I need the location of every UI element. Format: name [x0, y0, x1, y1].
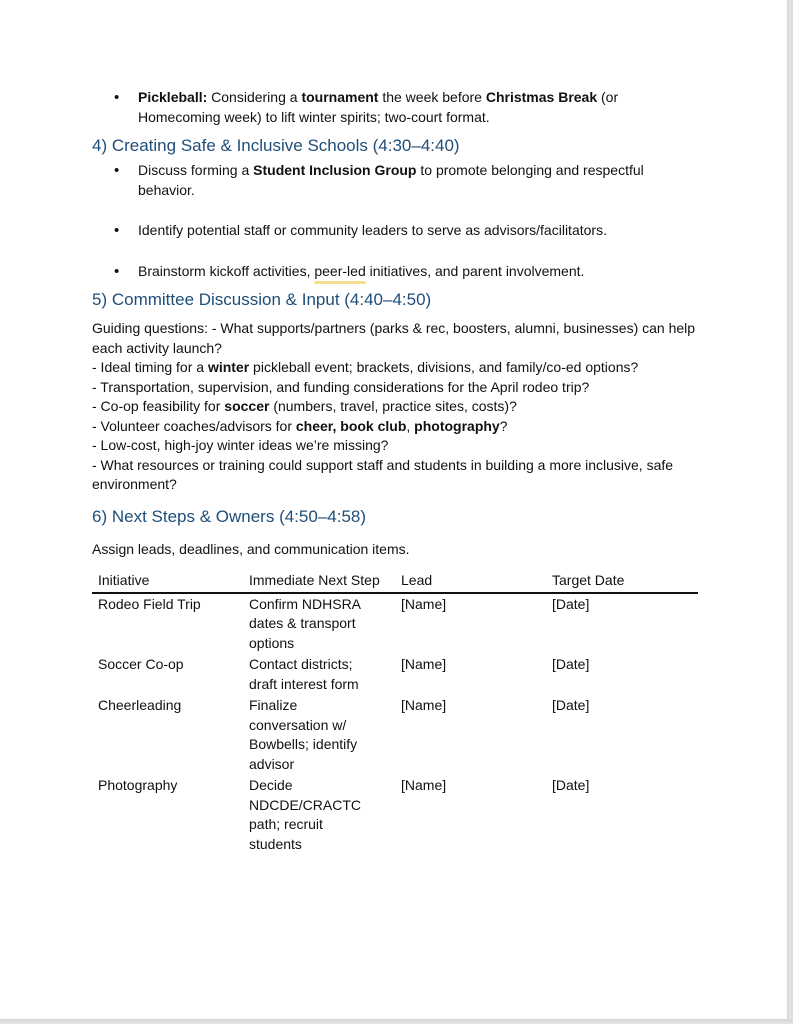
bold-text: Student Inclusion Group [253, 162, 417, 178]
text: - Volunteer coaches/advisors for [92, 417, 296, 434]
question-6: - Low-cost, high-joy winter ideas we’re missing? [92, 437, 389, 453]
cell-lead: [Name] [401, 697, 447, 713]
section-4-heading: 4) Creating Safe & Inclusive Schools (4:30–4:40) [92, 136, 460, 155]
cell-next-step: Decide NDCDE/CRACTC path; recruit students [249, 777, 361, 852]
page-edge-bottom [0, 1019, 793, 1024]
question-7: - What resources or training could support staff and students in building a more inclusive, safe environment? [92, 456, 674, 492]
bold-text: tournament [301, 89, 379, 105]
header-lead: Lead [401, 572, 433, 588]
cell-target-date: [Date] [552, 595, 590, 612]
cell-next-step: Finalize conversation w/ Bowbells; identify advisor [249, 697, 358, 772]
next-steps-table [92, 571, 698, 855]
text: - Co-op feasibility for [92, 398, 225, 414]
section-5-heading: 5) Committee Discussion & Input (4:40–4:50) [92, 290, 432, 309]
cell-next-step: Contact districts; draft interest form [249, 656, 359, 692]
question-1: Guiding questions: - What supports/partners (parks & rec, boosters, alumni, businesses) can help each activity launch? [92, 320, 696, 356]
bold-text: soccer [224, 398, 270, 414]
text: ? [499, 417, 508, 434]
bold-text: winter [207, 359, 250, 375]
cell-initiative: Rodeo Field Trip [98, 595, 201, 612]
text: to promote belonging and respectful behavior. [138, 162, 644, 198]
cell-lead: [Name] [401, 595, 447, 612]
pickleball-list [92, 88, 698, 127]
table-row [92, 775, 698, 855]
text: - Ideal timing for a [92, 359, 208, 375]
guiding-questions [92, 319, 698, 495]
document-body [92, 88, 698, 855]
question-4 [92, 397, 698, 417]
table-row [92, 695, 698, 775]
bullet-brainstorm [92, 262, 698, 282]
bold-text: book club [340, 417, 407, 434]
bold-text: cheer [295, 417, 333, 434]
section-6-heading: 6) Next Steps & Owners (4:50–4:58) [92, 506, 367, 526]
bullet-identify-leaders: • Identify potential staff or community leaders to serve as advisors/facilitators. [92, 221, 698, 241]
text: Brainstorm kickoff activities, [138, 262, 315, 279]
cell-lead: [Name] [401, 656, 447, 672]
cell-lead: [Name] [401, 777, 447, 793]
cell-initiative: Soccer Co-op [98, 656, 184, 672]
bullet-inclusion-group [92, 161, 698, 200]
header-next-step: Immediate Next Step [249, 572, 380, 588]
cell-initiative: Photography [98, 777, 178, 793]
cell-target-date: [Date] [552, 697, 590, 713]
table-header-row [92, 571, 698, 593]
table-row [92, 654, 698, 695]
table-row [92, 593, 698, 655]
text: (numbers, travel, practice sites, costs)? [269, 398, 517, 414]
text: Considering a [207, 89, 302, 105]
page-edge-right [787, 0, 793, 1024]
cell-target-date: [Date] [552, 777, 590, 793]
header-initiative: Initiative [98, 572, 150, 588]
text: the week before [378, 89, 486, 105]
question-3: - Transportation, supervision, and funding considerations for the April rodeo trip? [92, 378, 590, 395]
bullet-pickleball [92, 88, 698, 127]
cell-initiative: Cheerleading [98, 697, 182, 713]
text: initiatives, and parent involvement. [365, 262, 585, 279]
cell-next-step: Confirm NDHSRA dates & transport options [249, 595, 361, 651]
bold-text: photography [414, 417, 500, 434]
bold-text: Christmas Break [485, 89, 598, 105]
text: (or Homecoming week) to lift winter spirits; two-court format. [138, 89, 619, 125]
section-4-list [92, 161, 698, 281]
question-2 [92, 358, 698, 378]
header-target-date: Target Date [552, 572, 625, 588]
section-6-intro: Assign leads, deadlines, and communication items. [92, 540, 410, 557]
bold-label: Pickleball: [138, 89, 208, 105]
text: , [332, 417, 341, 434]
text: Discuss forming a [138, 162, 254, 178]
cell-target-date: [Date] [552, 656, 590, 672]
text: pickleball event; brackets, divisions, and family/co-ed options? [249, 359, 639, 375]
question-5 [92, 417, 698, 437]
flagged-word[interactable]: peer-led [314, 262, 366, 279]
text: , [406, 417, 415, 434]
